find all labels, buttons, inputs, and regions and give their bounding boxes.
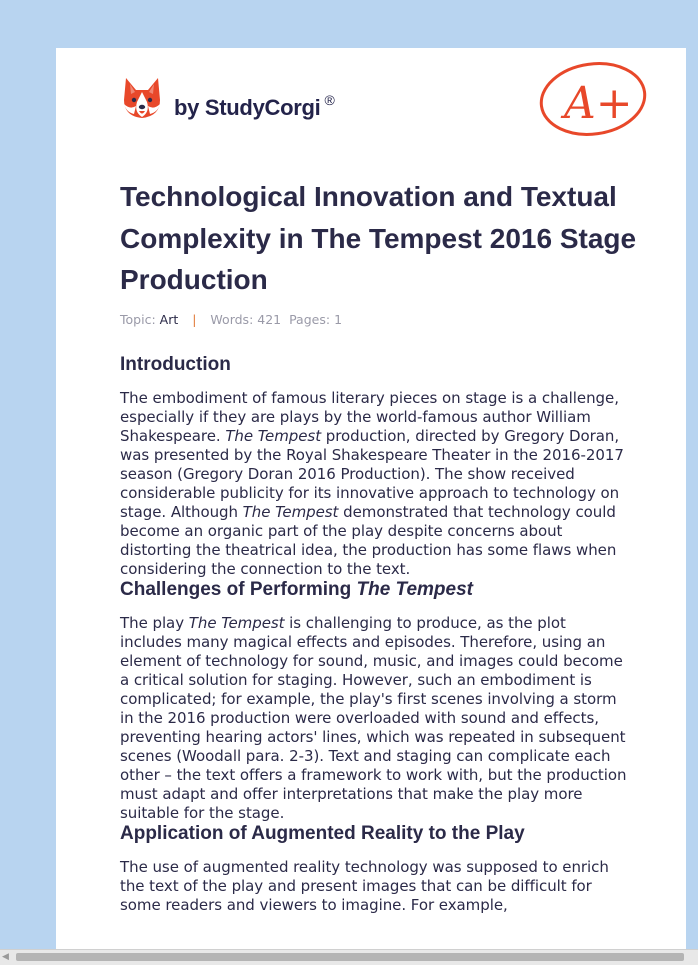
meta-separator: | xyxy=(192,312,197,327)
registered-mark: ® xyxy=(324,92,335,108)
words-label: Words: xyxy=(210,312,254,327)
brand-prefix: by xyxy=(174,95,205,120)
paragraph-introduction: The embodiment of famous literary pieces on stage is a challenge, especially if they are plays by the world-famous author William Shakespeare. The Tempest production, directed by Gregory Doran, was presented by the Royal Shakespeare Theater in the 2016-2017 season (Gregory Doran 2016 Production). The show received considerable publicity for its innovative approach to technology on stage. Although The Tempest demonstrated that technology could become an organic part of the play despite concerns about distorting the theatrical idea, the production has some flaws when considering the connection to the text. xyxy=(120,389,624,578)
words-count: 421 xyxy=(257,312,282,327)
section-heading-introduction: Introduction xyxy=(120,354,231,375)
page-title: Technological Innovation and Textual Complexity in The Tempest 2016 Stage Production xyxy=(120,181,637,295)
paragraph-challenges: The play The Tempest is challenging to produce, as the plot includes many magical effects and episodes. Therefore, using an element of technology for sound, music, and images could become a critical solution for staging. However, such an embodiment is complicated; for example, the play's first scenes involving a storm in the 2016 production were overloaded with sound and effects, preventing hearing actors' lines, which was repeated in subsequent scenes (Woodall para. 2-3). Text and staging can complicate each other – the text offers a framework to work with, but the production must adapt and offer interpretations that make the play more suitable for the stage. xyxy=(120,614,627,822)
document-page xyxy=(56,48,686,964)
section-heading-challenges: Challenges of Performing The Tempest xyxy=(120,579,473,600)
pages-label: Pages: xyxy=(289,312,331,327)
paragraph-augmented-reality: The use of augmented reality technology was supposed to enrich the text of the play and present images that can be difficult for some readers and viewers to imagine. For example, xyxy=(120,858,609,914)
document-meta xyxy=(120,312,342,327)
brand-label: StudyCorgi xyxy=(204,95,321,120)
scrollbar-thumb[interactable] xyxy=(16,953,684,961)
section-heading-augmented-reality: Application of Augmented Reality to the Play xyxy=(120,823,525,844)
topic-label: Topic: xyxy=(120,312,156,327)
horizontal-scrollbar[interactable] xyxy=(0,949,698,965)
pages-count: 1 xyxy=(334,312,343,327)
essay-body xyxy=(120,354,632,915)
topic-link[interactable]: Art xyxy=(159,312,179,327)
grade-text: A+ xyxy=(564,78,633,129)
corgi-logo-icon xyxy=(122,76,162,124)
scroll-left-arrow-icon[interactable]: ◀ xyxy=(2,952,9,962)
a-plus-grade-icon xyxy=(538,60,650,146)
brand-name[interactable] xyxy=(174,92,334,121)
